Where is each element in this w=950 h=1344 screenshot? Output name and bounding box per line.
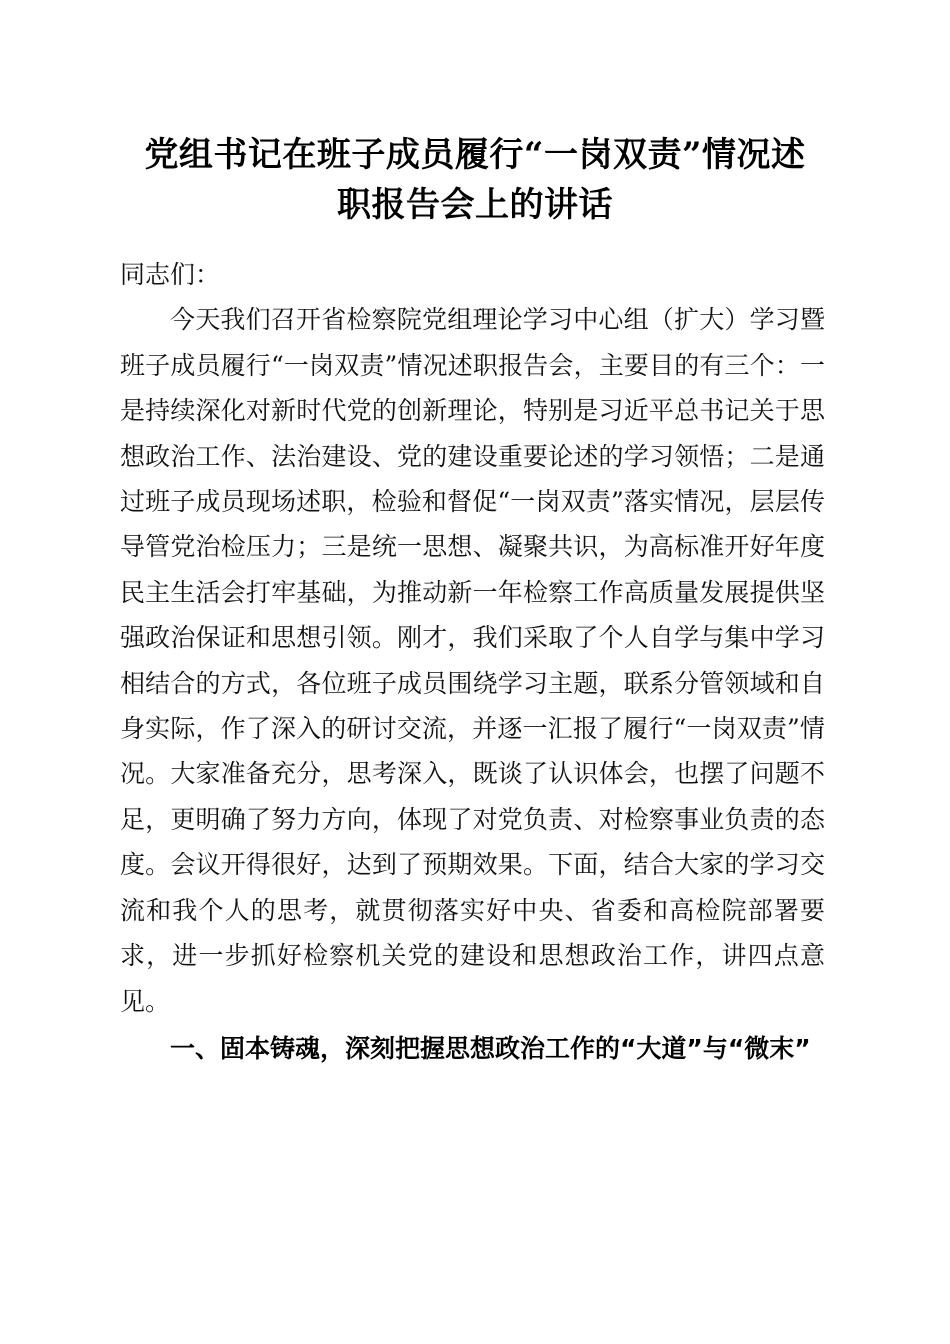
paragraph-intro: 今天我们召开省检察院党组理论学习中心组（扩大）学习暨班子成员履行“一岗双责”情况述职报告会，主要目的有三个：一是持续深化对新时代党的创新理论，特别是习近平总书记关于思想政治工作、法治建设、党的建设重要论述的学习领悟；二是通过班子成员现场述职，检验和督促“一岗双责”落实情况，层层传导管党治检压力；三是统一思想、凝聚共识，为高标准开好年度民主生活会打牢基础，为推动新一年检察工作高质量发展提供坚强政治保证和思想引领。刚才，我们采取了个人自学与集中学习相结合的方式，各位班子成员围绕学习主题，联系分管领域和自身实际，作了深入的研讨交流，并逐一汇报了履行“一岗双责”情况。大家准备充分，思考深入，既谈了认识体会，也摆了问题不足，更明确了努力方向，体现了对党负责、对检察事业负责的态度。会议开得很好，达到了预期效果。下面，结合大家的学习交流和我个人的思考，就贯彻落实好中央、省委和高检院部署要求，进一步抓好检察机关党的建设和思想政治工作，讲四点意见。 [120, 305, 825, 1016]
section-heading-1: 一、固本铸魂，深刻把握思想政治工作的“大道”与“微末” [170, 1033, 811, 1063]
salutation: 同志们： [120, 260, 221, 289]
document-title [110, 130, 840, 230]
title-line-1: 党组书记在班子成员履行“一岗双责”情况述 [144, 135, 806, 175]
title-line-2: 职报告会上的讲话 [337, 185, 613, 225]
document-body [120, 252, 825, 1071]
